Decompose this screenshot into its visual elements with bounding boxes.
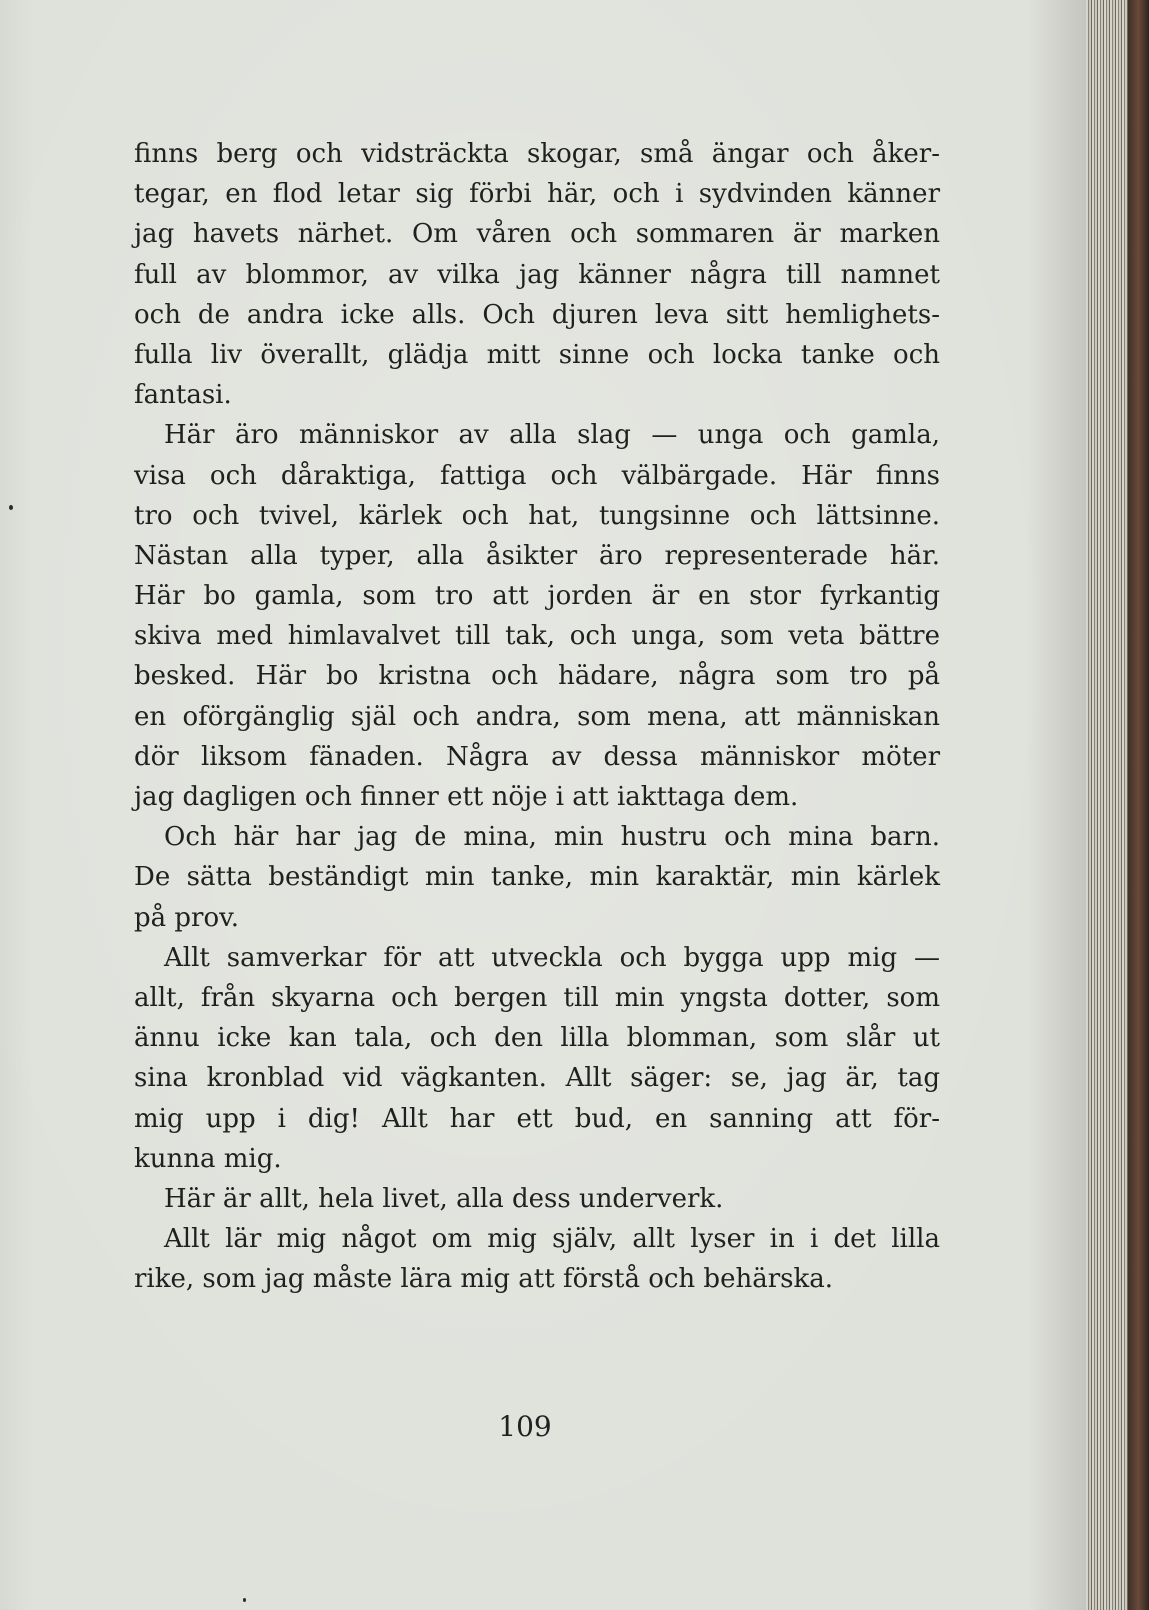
ink-speck xyxy=(243,1598,246,1602)
text-line: sina kronblad vid vägkanten. Allt säger: se, jag är, tag xyxy=(134,1063,940,1094)
text-line: visa och dåraktiga, fattiga och välbärgade. Här finns xyxy=(134,460,940,491)
text-line: allt, från skyarna och bergen till min yngsta dotter, som xyxy=(134,982,940,1013)
text-line: tro och tvivel, kärlek och hat, tungsinne och lättsinne. xyxy=(134,500,940,531)
text-line: fulla liv överallt, glädja mitt sinne och locka tanke och xyxy=(134,339,940,370)
text-line: full av blommor, av vilka jag känner några till namnet xyxy=(134,259,940,290)
text-line: Allt samverkar för att utveckla och bygga upp mig — xyxy=(164,942,940,973)
text-line: jag dagligen och finner ett nöje i att iakttaga dem. xyxy=(134,782,799,812)
text-line: och de andra icke alls. Och djuren leva sitt hemlighets- xyxy=(134,299,940,330)
page-number: 109 xyxy=(498,1410,552,1443)
text-line: De sätta beständigt min tanke, min karaktär, min kärlek xyxy=(134,862,940,893)
text-line: besked. Här bo kristna och hädare, några som tro på xyxy=(134,661,940,692)
text-line: Allt lär mig något om mig själv, allt lyser in i det lilla xyxy=(164,1224,940,1255)
book-cover-edge xyxy=(1128,0,1149,1610)
text-line: rike, som jag måste lära mig att förstå och behärska. xyxy=(134,1264,834,1295)
text-line: jag havets närhet. Om våren och sommaren är marken xyxy=(134,219,940,250)
text-line: Här är allt, hela livet, alla dess underverk. xyxy=(164,1183,724,1214)
text-line: dör liksom fänaden. Några av dessa människor möter xyxy=(134,741,940,772)
text-line: skiva med himlavalvet till tak, och unga, som veta bättre xyxy=(134,621,940,652)
text-line: mig upp i dig! Allt har ett bud, en sanning att för- xyxy=(134,1103,940,1134)
text-line: tegar, en flod letar sig förbi här, och i sydvinden känner xyxy=(134,179,940,210)
text-line: en oförgänglig själ och andra, som mena, att människan xyxy=(134,701,940,732)
text-line: på prov. xyxy=(134,902,240,933)
text-line: Nästan alla typer, alla åsikter äro representerade här. xyxy=(134,540,940,571)
ink-speck xyxy=(9,505,13,510)
text-line: Här bo gamla, som tro att jorden är en stor fyrkantig xyxy=(134,581,940,612)
body-text xyxy=(134,134,940,1299)
text-line: Och här har jag de mina, min hustru och mina barn. xyxy=(164,822,940,853)
text-line: ännu icke kan tala, och den lilla blomman, som slår ut xyxy=(134,1023,940,1054)
text-line: Här äro människor av alla slag — unga och gamla, xyxy=(164,420,940,451)
text-line: fantasi. xyxy=(134,380,232,411)
text-line: finns berg och vidsträckta skogar, små ängar och åker- xyxy=(134,139,940,169)
text-line: kunna mig. xyxy=(134,1143,282,1174)
